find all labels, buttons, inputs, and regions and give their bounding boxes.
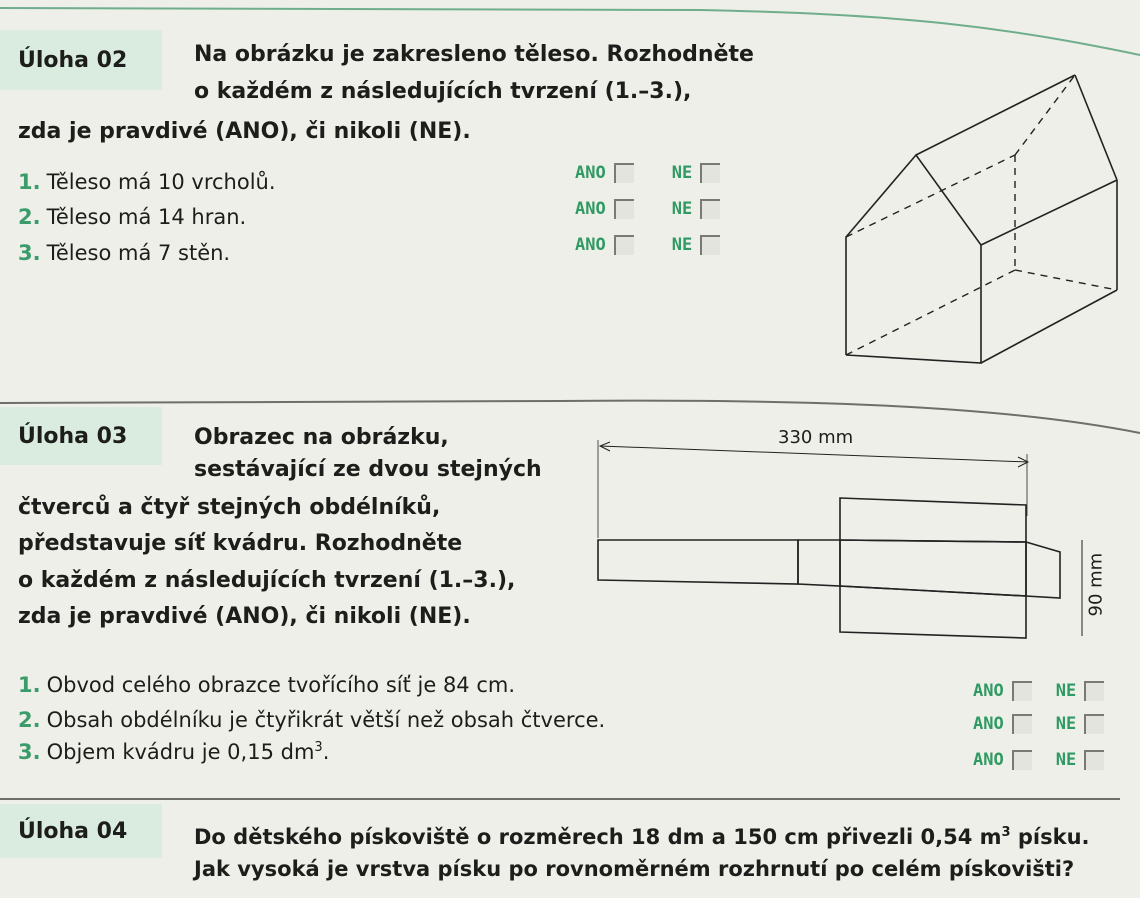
item-text-end: . bbox=[322, 740, 330, 764]
task-03-item-3 bbox=[18, 740, 329, 764]
task-02-tag-label: Úloha 02 bbox=[18, 47, 128, 73]
item-superscript: 3 bbox=[314, 740, 323, 755]
net-bottom-rectangle bbox=[840, 586, 1026, 638]
net-right-square bbox=[1026, 542, 1060, 598]
divider-02-03 bbox=[0, 395, 1140, 440]
yes-checkbox[interactable] bbox=[1012, 714, 1032, 734]
net-left-rectangle bbox=[598, 540, 798, 584]
task-03-line-1: Obrazec na obrázku, bbox=[194, 425, 449, 450]
task-02-line-3: zda je pravdivé (ANO), či nikoli (NE). bbox=[18, 119, 471, 144]
task-04-superscript: 3 bbox=[1001, 825, 1011, 840]
no-label: NE bbox=[1055, 750, 1077, 770]
net-height-label: 90 mm bbox=[1085, 552, 1107, 617]
task-03-item-1 bbox=[18, 673, 515, 697]
task-03-answer-row-3 bbox=[973, 750, 1104, 770]
task-03-line-3: čtverců a čtyř stejných obdélníků, bbox=[18, 495, 441, 520]
no-label: NE bbox=[671, 235, 693, 255]
task-02-answer-row-3 bbox=[575, 235, 720, 255]
prism-ridge bbox=[916, 75, 1075, 155]
item-number: 3. bbox=[18, 241, 41, 265]
item-text: Těleso má 7 stěn. bbox=[46, 241, 231, 265]
task-02-tag bbox=[0, 30, 162, 90]
net-top-rectangle bbox=[840, 498, 1026, 542]
item-text: Objem kvádru je 0,15 dm bbox=[46, 740, 315, 764]
item-number: 1. bbox=[18, 673, 41, 697]
task-02-line-1: Na obrázku je zakresleno těleso. Rozhodněte bbox=[194, 42, 754, 67]
task-03-item-2 bbox=[18, 708, 605, 732]
task-04-line-1 bbox=[194, 815, 1090, 855]
yes-label: ANO bbox=[973, 681, 1004, 701]
yes-label: ANO bbox=[575, 235, 606, 255]
task-04-line-2: Jak vysoká je vrstva písku po rovnoměrném rozhrnutí po celém pískovišti? bbox=[194, 857, 1075, 881]
item-text: Obsah obdélníku je čtyřikrát větší než obsah čtverce. bbox=[46, 708, 606, 732]
item-number: 1. bbox=[18, 170, 41, 194]
prism-hidden-back-roof bbox=[1015, 75, 1075, 155]
task-02-item-1 bbox=[18, 170, 276, 194]
item-text: Těleso má 14 hran. bbox=[46, 205, 247, 229]
item-text: Těleso má 10 vrcholů. bbox=[46, 170, 276, 194]
yes-label: ANO bbox=[973, 714, 1004, 734]
task-03-line-6: zda je pravdivé (ANO), či nikoli (NE). bbox=[18, 604, 471, 629]
no-checkbox[interactable] bbox=[700, 235, 720, 255]
item-number: 2. bbox=[18, 205, 41, 229]
yes-label: ANO bbox=[575, 163, 606, 183]
task-02-item-2 bbox=[18, 205, 246, 229]
no-label: NE bbox=[671, 199, 693, 219]
item-text: Obvod celého obrazce tvořícího síť je 84 cm. bbox=[46, 673, 516, 697]
yes-checkbox[interactable] bbox=[1012, 681, 1032, 701]
prism-hidden-base-edge bbox=[1015, 270, 1117, 290]
prism-figure bbox=[830, 65, 1130, 370]
no-label: NE bbox=[1055, 681, 1077, 701]
task-04-line-1-end: písku. bbox=[1010, 825, 1090, 849]
task-02-item-3 bbox=[18, 241, 230, 265]
no-checkbox[interactable] bbox=[1084, 681, 1104, 701]
no-label: NE bbox=[1055, 714, 1077, 734]
task-04-tag bbox=[0, 804, 162, 858]
divider-03-04 bbox=[0, 798, 1120, 800]
prism-roof-edge bbox=[1075, 75, 1117, 180]
task-04-tag-label: Úloha 04 bbox=[18, 818, 128, 844]
yes-checkbox[interactable] bbox=[614, 163, 634, 183]
no-checkbox[interactable] bbox=[1084, 714, 1104, 734]
net-left-square bbox=[798, 540, 840, 586]
item-number: 3. bbox=[18, 740, 41, 764]
net-width-label: 330 mm bbox=[778, 427, 854, 448]
no-label: NE bbox=[671, 163, 693, 183]
task-04-line-1-text: Do dětského pískoviště o rozměrech 18 dm a 150 cm přivezli 0,54 m bbox=[194, 825, 1002, 849]
prism-bottom-edge bbox=[981, 290, 1117, 363]
task-03-answer-row-1 bbox=[973, 681, 1104, 701]
prism-hidden-left-eave bbox=[846, 155, 1015, 237]
task-03-answer-row-2 bbox=[973, 714, 1104, 734]
no-checkbox[interactable] bbox=[700, 163, 720, 183]
task-03-line-4: představuje síť kvádru. Rozhodněte bbox=[18, 531, 463, 556]
task-02-answer-row-2 bbox=[575, 199, 720, 219]
width-dimension-line bbox=[600, 446, 1028, 462]
task-03-line-5: o každém z následujících tvrzení (1.–3.), bbox=[18, 568, 516, 593]
item-number: 2. bbox=[18, 708, 41, 732]
task-03-line-2: sestávající ze dvou stejných bbox=[194, 457, 542, 482]
task-03-tag bbox=[0, 407, 162, 465]
task-03-tag-label: Úloha 03 bbox=[18, 423, 128, 449]
yes-label: ANO bbox=[575, 199, 606, 219]
prism-hidden-back-bottom bbox=[846, 270, 1015, 355]
no-checkbox[interactable] bbox=[700, 199, 720, 219]
prism-front-face bbox=[846, 155, 981, 363]
yes-checkbox[interactable] bbox=[614, 235, 634, 255]
yes-label: ANO bbox=[973, 750, 1004, 770]
task-02-line-2: o každém z následujících tvrzení (1.–3.), bbox=[194, 79, 692, 104]
net-figure bbox=[590, 440, 1100, 640]
yes-checkbox[interactable] bbox=[1012, 750, 1032, 770]
no-checkbox[interactable] bbox=[1084, 750, 1104, 770]
yes-checkbox[interactable] bbox=[614, 199, 634, 219]
task-02-answer-row-1 bbox=[575, 163, 720, 183]
prism-eave-edge bbox=[981, 180, 1117, 245]
